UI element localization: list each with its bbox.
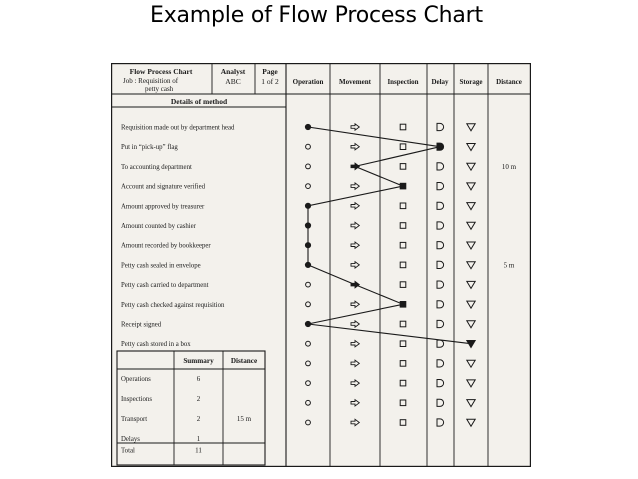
inspection-symbol bbox=[400, 321, 406, 327]
movement-symbol bbox=[351, 222, 359, 228]
movement-symbol bbox=[351, 380, 359, 386]
summary-row-label: Total bbox=[121, 447, 135, 455]
movement-symbol bbox=[351, 301, 359, 307]
summary-table-border bbox=[117, 351, 265, 465]
storage-symbol bbox=[467, 203, 475, 210]
flow-process-chart bbox=[111, 63, 531, 467]
col-header-operation: Operation bbox=[292, 78, 324, 86]
operation-symbol bbox=[306, 144, 311, 149]
step-text: Petty cash sealed in envelope bbox=[121, 262, 201, 270]
storage-symbol bbox=[467, 242, 475, 249]
col-header-delay: Delay bbox=[431, 78, 449, 86]
storage-symbol bbox=[467, 341, 475, 348]
movement-symbol bbox=[351, 419, 359, 425]
inspection-symbol bbox=[400, 242, 406, 248]
step-text: Petty cash stored in a box bbox=[121, 341, 191, 349]
delay-symbol bbox=[437, 320, 444, 327]
delay-symbol bbox=[437, 183, 444, 190]
delay-symbol bbox=[437, 399, 444, 406]
delay-symbol bbox=[437, 301, 444, 308]
storage-symbol bbox=[467, 380, 475, 387]
delay-symbol bbox=[437, 380, 444, 387]
step-text: Petty cash checked against requisition bbox=[121, 301, 225, 309]
col-header-distance: Distance bbox=[496, 78, 522, 86]
storage-symbol bbox=[467, 419, 475, 426]
inspection-symbol bbox=[400, 223, 406, 229]
step-text: Amount counted by cashier bbox=[121, 223, 196, 230]
inspection-symbol bbox=[400, 380, 406, 386]
movement-symbol bbox=[351, 144, 359, 150]
step-distance: 5 m bbox=[503, 261, 515, 270]
inspection-symbol bbox=[400, 164, 406, 170]
delay-symbol bbox=[437, 281, 444, 288]
analyst-label: Analyst bbox=[220, 67, 246, 76]
movement-symbol bbox=[351, 124, 359, 130]
summary-row-label: Transport bbox=[121, 416, 148, 423]
page-label: Page bbox=[262, 67, 278, 76]
summary-row-distance: 15 m bbox=[236, 415, 252, 423]
step-text: Receipt signed bbox=[121, 321, 162, 329]
delay-symbol bbox=[437, 222, 444, 229]
operation-symbol bbox=[306, 164, 311, 169]
summary-header-distance: Distance bbox=[230, 357, 258, 365]
delay-symbol bbox=[437, 202, 444, 209]
col-header-storage: Storage bbox=[459, 78, 483, 86]
storage-symbol bbox=[467, 163, 475, 170]
flow-connector-line bbox=[308, 127, 471, 344]
operation-symbol bbox=[306, 381, 311, 386]
flow-process-chart-scan bbox=[111, 63, 531, 467]
delay-symbol bbox=[437, 242, 444, 249]
delay-symbol bbox=[437, 360, 444, 367]
inspection-symbol bbox=[400, 420, 406, 426]
inspection-symbol bbox=[400, 282, 406, 288]
storage-symbol bbox=[467, 124, 475, 131]
movement-symbol bbox=[351, 341, 359, 347]
step-text: Amount approved by treasurer bbox=[121, 203, 205, 211]
inspection-symbol bbox=[400, 203, 406, 209]
inspection-symbol bbox=[400, 144, 406, 150]
storage-symbol bbox=[467, 183, 475, 190]
movement-symbol bbox=[351, 360, 359, 366]
storage-symbol bbox=[467, 222, 475, 229]
job-line-1: Job : Requisition of bbox=[123, 77, 179, 85]
step-distance: 10 m bbox=[501, 162, 517, 171]
delay-symbol bbox=[437, 163, 444, 170]
summary-row-label: Inspections bbox=[121, 396, 152, 403]
inspection-symbol bbox=[400, 361, 406, 367]
summary-row-count: 11 bbox=[195, 446, 202, 455]
step-text: Amount recorded by bookkeeper bbox=[121, 242, 211, 250]
movement-symbol bbox=[351, 400, 359, 406]
operation-symbol bbox=[306, 282, 311, 287]
summary-row-count: 2 bbox=[196, 415, 201, 423]
delay-symbol bbox=[437, 340, 444, 347]
summary-row-count: 2 bbox=[196, 395, 201, 403]
col-header-movement: Movement bbox=[339, 78, 371, 86]
storage-symbol bbox=[467, 400, 475, 407]
col-header-inspection: Inspection bbox=[387, 78, 419, 86]
step-text: To accounting department bbox=[121, 163, 192, 171]
job-line-2: petty cash bbox=[145, 85, 174, 93]
movement-symbol bbox=[351, 242, 359, 248]
summary-row-count: 1 bbox=[196, 435, 201, 443]
analyst-value: ABC bbox=[225, 77, 241, 86]
inspection-symbol bbox=[400, 262, 406, 268]
chart-label: Flow Process Chart bbox=[129, 67, 193, 76]
operation-symbol bbox=[306, 302, 311, 307]
page-title: Example of Flow Process Chart bbox=[150, 3, 483, 28]
storage-symbol bbox=[467, 262, 475, 269]
operation-symbol bbox=[306, 184, 311, 189]
delay-symbol bbox=[437, 419, 444, 426]
movement-symbol bbox=[351, 183, 359, 189]
operation-symbol bbox=[306, 420, 311, 425]
details-of-method-label: Details of method bbox=[170, 97, 228, 106]
summary-row-label: Operations bbox=[121, 376, 151, 383]
step-text: Requisition made out by department head bbox=[121, 124, 235, 132]
summary-row-label: Delays bbox=[121, 436, 140, 443]
operation-symbol bbox=[306, 361, 311, 366]
movement-symbol bbox=[351, 203, 359, 209]
storage-symbol bbox=[467, 144, 475, 151]
page-value: 1 of 2 bbox=[261, 77, 279, 86]
summary-header-summary: Summary bbox=[183, 357, 214, 365]
step-text: Account and signature verified bbox=[121, 183, 205, 191]
storage-symbol bbox=[467, 321, 475, 328]
inspection-symbol bbox=[400, 341, 406, 347]
step-text: Put in “pick-up” flag bbox=[121, 144, 178, 152]
storage-symbol bbox=[467, 281, 475, 288]
delay-symbol bbox=[437, 123, 444, 130]
delay-symbol bbox=[437, 261, 444, 268]
movement-symbol bbox=[351, 262, 359, 268]
movement-symbol bbox=[351, 321, 359, 327]
operation-symbol bbox=[306, 400, 311, 405]
summary-row-count: 6 bbox=[196, 375, 201, 383]
inspection-symbol bbox=[400, 400, 406, 406]
storage-symbol bbox=[467, 301, 475, 308]
step-text: Petty cash carried to department bbox=[121, 282, 209, 290]
operation-symbol bbox=[306, 341, 311, 346]
storage-symbol bbox=[467, 360, 475, 367]
inspection-symbol bbox=[400, 124, 406, 130]
